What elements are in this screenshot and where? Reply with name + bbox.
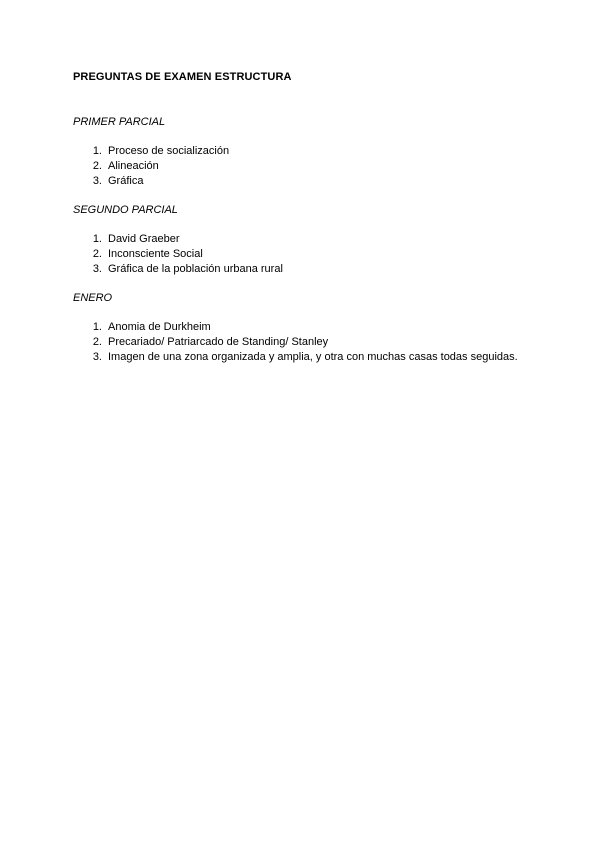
- list-item-number: 1.: [92, 145, 102, 157]
- list-item-text: Gráfica: [108, 175, 144, 187]
- list-item-text: Precariado/ Patriarcado de Standing/ Stanley: [108, 336, 329, 348]
- section-heading-enero: ENERO: [73, 292, 113, 304]
- list-item-number: 1.: [92, 233, 102, 245]
- list-item-number: 2.: [92, 248, 102, 260]
- list-item-number: 1.: [92, 321, 102, 333]
- list-item-number: 3.: [92, 263, 102, 275]
- section-heading-primer-parcial: PRIMER PARCIAL: [73, 116, 166, 128]
- list-item-number: 3.: [92, 351, 102, 363]
- list-item-number: 2.: [92, 336, 102, 348]
- section-heading-segundo-parcial: SEGUNDO PARCIAL: [73, 204, 178, 216]
- list-item-text: Anomia de Durkheim: [108, 321, 211, 333]
- list-item-text: Proceso de socialización: [108, 145, 230, 157]
- list-item-text: Imagen de una zona organizada y amplia, y otra con muchas casas todas seguidas.: [108, 351, 518, 363]
- document-title: PREGUNTAS DE EXAMEN ESTRUCTURA: [73, 71, 292, 83]
- list-item-text: David Graeber: [108, 233, 180, 245]
- list-item-text: Gráfica de la población urbana rural: [108, 263, 283, 275]
- list-item-number: 2.: [92, 160, 102, 172]
- list-item-number: 3.: [92, 175, 102, 187]
- list-item-text: Alineación: [108, 160, 159, 172]
- list-item-text: Inconsciente Social: [108, 248, 203, 260]
